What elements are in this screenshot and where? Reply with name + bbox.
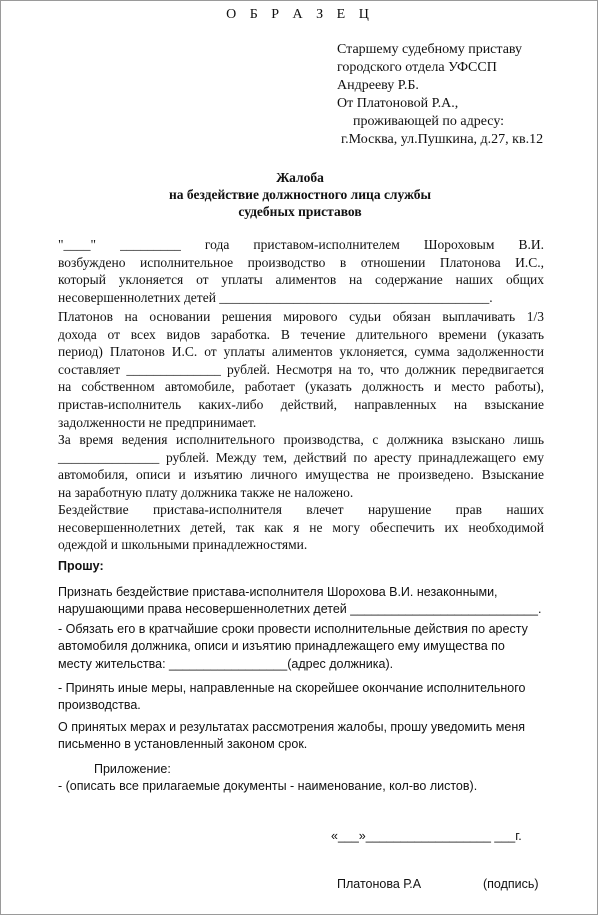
text-line: Признать бездействие пристава-исполнителя Шорохова В.И. незаконными,	[58, 585, 498, 599]
request-item-2	[58, 621, 544, 673]
date-line: «___»__________________ ___г.	[331, 829, 522, 843]
title-line: Жалоба	[276, 170, 324, 185]
text-line: месту жительства: _________________(адрес должника).	[58, 656, 394, 671]
attachment-item: - (описать все прилагаемые документы - наименование, кол-во листов).	[58, 779, 478, 794]
text-line: возбуждено исполнительное производство в отношении Платонова И.С.,	[58, 254, 544, 270]
text-line: на собственном автомобиле, работает (указать должность и место работы),	[58, 379, 544, 395]
text-line: период) Платонов И.С. от уплаты алиментов уклоняется, сумма задолженности	[58, 344, 544, 360]
request-item-4	[58, 719, 544, 754]
paragraph-collection	[58, 431, 544, 501]
addressee-line: г.Москва, ул.Пушкина, д.27, кв.12	[341, 132, 544, 147]
attachment-heading: Приложение:	[94, 762, 171, 776]
document-header: О Б Р А З Е Ц	[226, 7, 374, 22]
text-line: составляет ______________ рублей. Несмотря на то, что должник передвигается	[58, 361, 544, 377]
document-title	[1, 169, 599, 220]
request-heading: Прошу:	[58, 559, 104, 573]
request-item-1	[58, 584, 544, 619]
text-line: _______________ рублей. Между тем, действий по аресту принадлежащего ему	[58, 449, 544, 465]
text-line: несовершеннолетних детей, так как я не могу обеспечить их необходимой	[58, 519, 544, 535]
addressee-line: городского отдела УФССП	[337, 60, 497, 75]
request-item-3	[58, 680, 544, 715]
text-line: одеждой и школьными принадлежностями.	[58, 537, 308, 553]
attachment-block	[58, 761, 544, 796]
text-line: производства.	[58, 698, 141, 713]
text-line: - Принять иные меры, направленные на скорейшее окончание исполнительного	[58, 681, 526, 695]
text-line: Бездействие пристава-исполнителя влечет нарушение прав наших	[58, 502, 544, 517]
text-line: письменно в установленный законом срок.	[58, 737, 308, 752]
signature-label: (подпись)	[483, 877, 539, 891]
text-line: на заработную плату должника также не наложено.	[58, 484, 354, 500]
text-line: "____" _________ года приставом-исполнителем Шороховым В.И.	[58, 237, 544, 252]
text-line: За время ведения исполнительного производства, с должника взыскано лишь	[58, 432, 544, 447]
addressee-line: проживающей по адресу:	[353, 114, 505, 129]
text-line: автомобиля, описи и изъятию личного имущества не произведено. Взыскание	[58, 467, 544, 483]
title-line: судебных приставов	[238, 204, 362, 219]
addressee-line: Старшему судебному приставу	[337, 42, 523, 57]
signature-name: Платонова Р.А	[337, 877, 422, 891]
text-line: нарушающими права несовершеннолетних детей ___________________________.	[58, 602, 542, 617]
text-line: автомобиля должника, описи и изъятию принадлежащего ему имущества по	[58, 639, 505, 654]
text-line: который уклоняется от уплаты алиментов на содержание наших общих	[58, 272, 544, 288]
paragraph-alimony	[58, 308, 544, 431]
text-line: О принятых мерах и результатах рассмотрения жалобы, прошу уведомить меня	[58, 720, 525, 734]
text-line: дохода от всех видов заработка. В течение длительного времени (указать	[58, 326, 544, 342]
text-line: пристав-исполнитель каких-либо действий, направленных на взыскание	[58, 396, 544, 412]
title-line: на бездействие должностного лица службы	[169, 187, 431, 202]
text-line: несовершеннолетних детей ________________________________________.	[58, 289, 493, 305]
addressee-line: От Платоновой Р.А.,	[337, 96, 459, 111]
paragraph-inaction	[58, 501, 544, 554]
paragraph-case-opened	[58, 236, 544, 306]
text-line: - Обязать его в кратчайшие сроки провести исполнительные действия по аресту	[58, 622, 528, 636]
addressee-block	[337, 41, 543, 149]
addressee-line: Андрееву Р.Б.	[337, 78, 419, 93]
text-line: задолженности не предпринимает.	[58, 414, 257, 430]
text-line: Платонов на основании решения мирового судьи обязан выплачивать 1/3	[58, 309, 544, 324]
